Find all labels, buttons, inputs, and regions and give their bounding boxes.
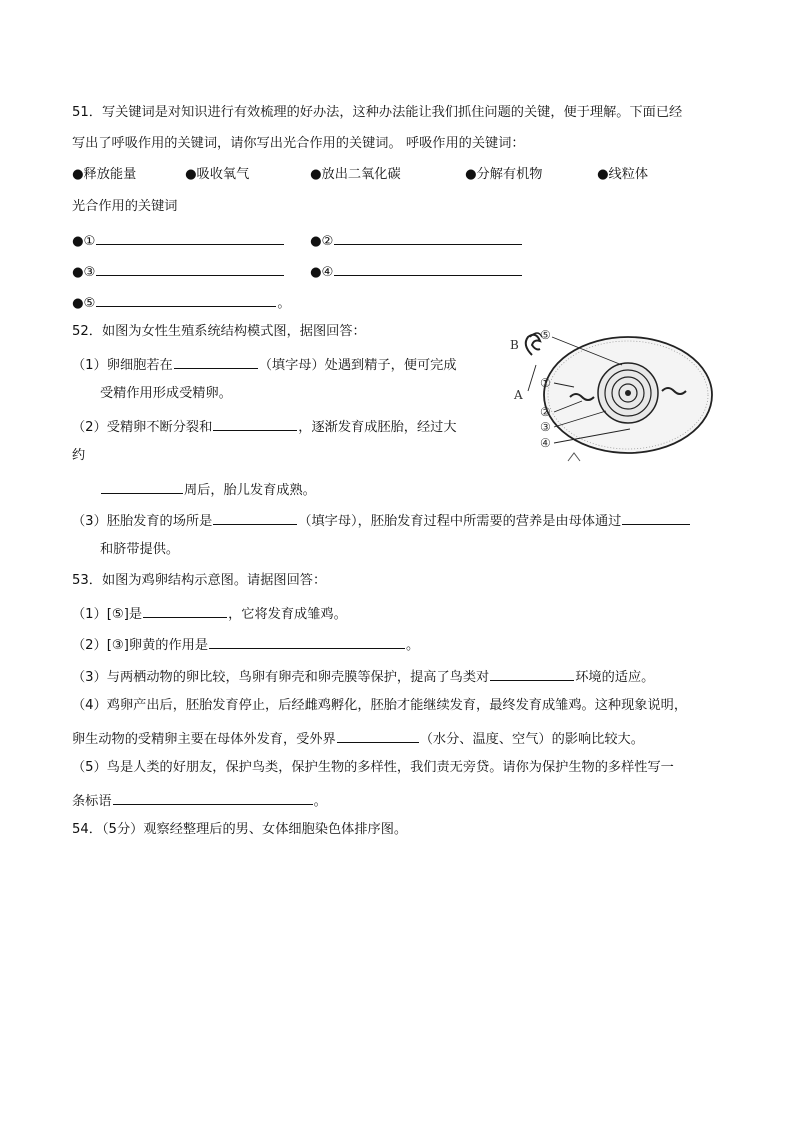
respiration-keyword-4: ●分解有机物	[465, 167, 543, 182]
q52-part-2-cont: 约	[72, 448, 86, 463]
photosynthesis-slot-4	[310, 261, 523, 282]
q52-part-1	[72, 354, 457, 375]
q54-title: 54．（5分）观察经整理后的男、女体细胞染色体排序图。	[72, 822, 408, 837]
slot-2-marker: ●②	[310, 234, 334, 249]
fig-label-a: A	[514, 388, 523, 402]
slot-1-marker: ●①	[72, 234, 96, 249]
q53-p4-text-b: 卵生动物的受精卵主要在母体外发育，受外界	[72, 732, 336, 747]
q53-p5-text-c: 。	[313, 794, 327, 809]
q53-p1-text-a: （1）[⑤]是	[72, 607, 143, 622]
q52-p3-text-b: （填字母），胚胎发育过程中所需要的营养是由母体通过	[298, 514, 622, 529]
q53-p5-text-b: 条标语	[72, 794, 112, 809]
hook-shape	[526, 335, 540, 355]
q52-part-3-cont: 和脐带提供。	[100, 542, 180, 557]
respiration-keyword-5: ●线粒体	[597, 167, 649, 182]
fig-label-3: ③	[540, 420, 551, 434]
q52-p2-text-b: ，逐渐发育成胚胎，经过大	[298, 420, 457, 435]
answer-blank-53-4[interactable]	[337, 728, 419, 743]
q52-part-1-cont: 受精作用形成受精卵。	[100, 386, 232, 401]
answer-blank-52-1[interactable]	[174, 354, 258, 369]
answer-blank-53-3[interactable]	[490, 666, 574, 681]
egg-structure-figure	[510, 325, 716, 465]
q52-part-2-cont-2	[100, 479, 316, 500]
q52-p3-text-a: （3）胚胎发育的场所是	[72, 514, 213, 529]
q52-title: 52．如图为女性生殖系统结构模式图，据图回答：	[72, 324, 366, 339]
respiration-keyword-3: ●放出二氧化碳	[310, 167, 401, 182]
slot-4-marker: ●④	[310, 265, 334, 280]
answer-blank-52-2[interactable]	[213, 416, 297, 431]
fig-label-b: B	[510, 338, 519, 352]
answer-blank-51-5[interactable]	[96, 292, 276, 307]
q53-part-3	[72, 666, 654, 687]
respiration-keyword-2: ●吸收氧气	[185, 167, 250, 182]
q52-part-3	[72, 510, 691, 531]
fig-label-1: ①	[540, 376, 551, 390]
q53-p2-text-b: 。	[406, 638, 420, 653]
q53-part-1	[72, 603, 347, 624]
end-mark: 。	[277, 296, 291, 311]
photosynthesis-slot-1	[72, 230, 285, 251]
q53-part-5-cont	[72, 790, 327, 811]
answer-blank-52-3[interactable]	[101, 479, 183, 494]
q53-part-4-cont	[72, 728, 644, 749]
q51-intro-line-2: 写出了呼吸作用的关键词，请你写出光合作用的关键词。 呼吸作用的关键词：	[72, 136, 525, 151]
q53-p4-text-c: （水分、温度、空气）的影响比较大。	[419, 732, 644, 747]
q52-p1-text-b: （填字母）处遇到精子，便可完成	[258, 358, 457, 373]
q52-p2-text-d: 周后，胎儿发育成熟。	[184, 483, 316, 498]
answer-blank-51-4[interactable]	[334, 261, 522, 276]
photosynthesis-slot-5	[72, 292, 291, 313]
q53-p2-text-a: （2）[③]卵黄的作用是	[72, 638, 209, 653]
slot-3-marker: ●③	[72, 265, 96, 280]
germinal-disc	[625, 390, 631, 396]
photosynthesis-label: 光合作用的关键词	[72, 199, 178, 214]
photosynthesis-slot-3	[72, 261, 285, 282]
answer-blank-51-1[interactable]	[96, 230, 284, 245]
fig-label-2: ②	[540, 405, 551, 419]
q52-p2-text-a: （2）受精卵不断分裂和	[72, 420, 213, 435]
fig-label-4: ④	[540, 436, 551, 450]
answer-blank-53-1[interactable]	[143, 603, 227, 618]
answer-blank-52-5[interactable]	[622, 510, 690, 525]
q52-p1-text-a: （1）卵细胞若在	[72, 358, 173, 373]
q51-intro-line-1: 51．写关键词是对知识进行有效梳理的好办法，这种办法能让我们抓住问题的关键，便于理解。下面已经	[72, 105, 683, 120]
respiration-keyword-1: ●释放能量	[72, 167, 137, 182]
q53-p1-text-b: ，它将发育成雏鸡。	[228, 607, 347, 622]
q52-part-2	[72, 416, 457, 437]
answer-blank-52-4[interactable]	[213, 510, 297, 525]
q53-title: 53．如图为鸡卵结构示意图。请据图回答：	[72, 573, 327, 588]
answer-blank-51-3[interactable]	[96, 261, 284, 276]
bottom-mark	[568, 453, 580, 461]
fig-label-5: ⑤	[540, 328, 551, 342]
q53-part-4: （4）鸡卵产出后，胚胎发育停止，后经雌鸡孵化，胚胎才能继续发育，最终发育成雏鸡。这种现象说明，	[72, 698, 688, 713]
q53-part-5: （5）鸟是人类的好朋友，保护鸟类，保护生物的多样性，我们责无旁贷。请你为保护生物的多样性写一	[72, 760, 674, 775]
q53-part-2	[72, 634, 419, 655]
q53-p3-text-b: 环境的适应。	[575, 670, 655, 685]
photosynthesis-slot-2	[310, 230, 523, 251]
slot-5-marker: ●⑤	[72, 296, 96, 311]
q53-p3-text-a: （3）与两栖动物的卵比较，鸟卵有卵壳和卵壳膜等保护，提高了鸟类对	[72, 670, 490, 685]
answer-blank-53-2[interactable]	[209, 634, 405, 649]
answer-blank-53-5[interactable]	[113, 790, 313, 805]
leader-a	[528, 365, 536, 391]
answer-blank-51-2[interactable]	[334, 230, 522, 245]
